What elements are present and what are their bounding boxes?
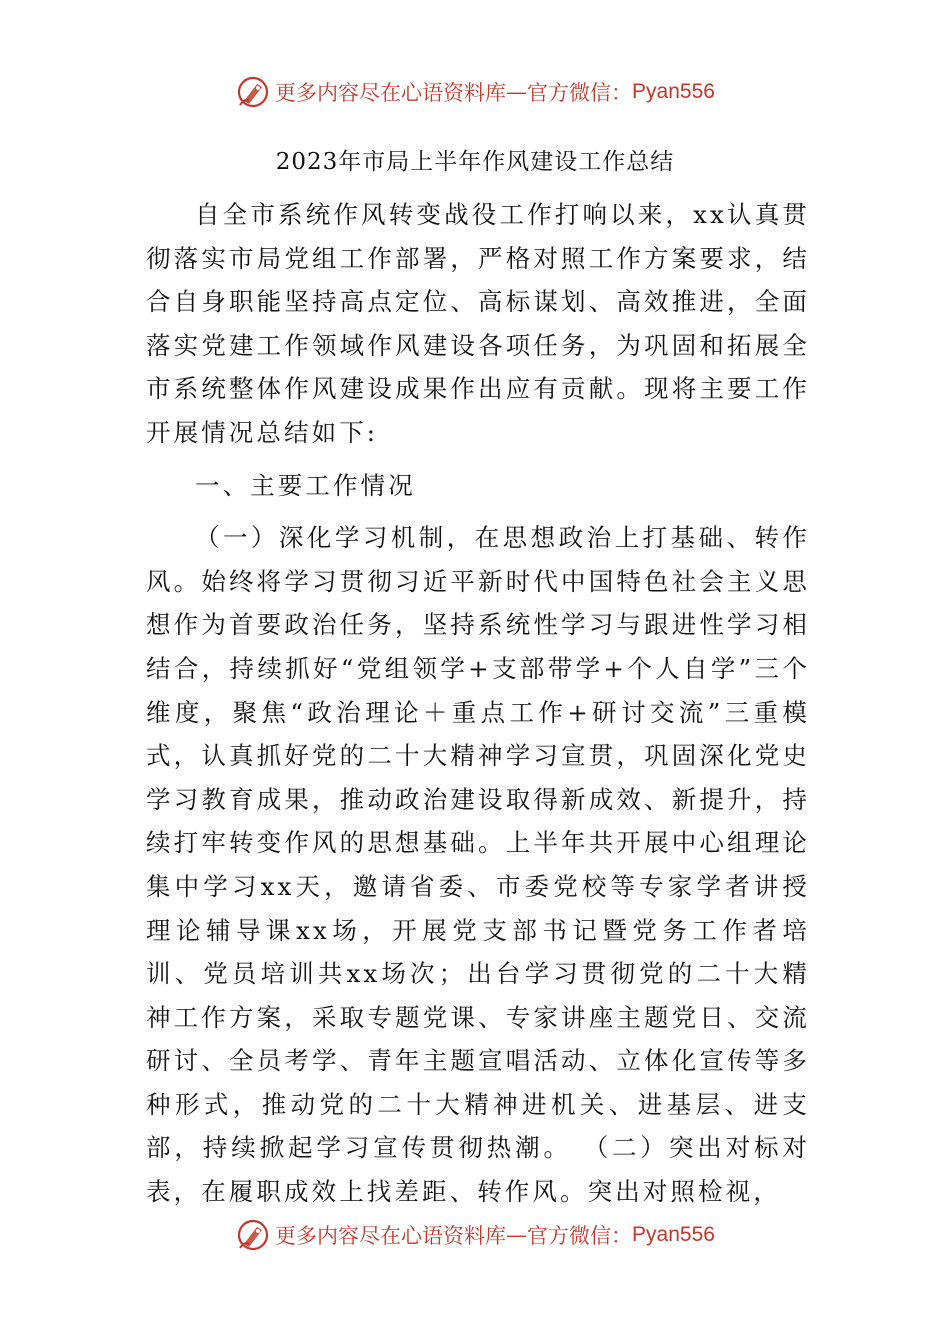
paragraph-section-1-item-1: （一）深化学习机制，在思想政治上打基础、转作风。始终将学习贯彻习近平新时代中国特色社会主义思想作为首要政治任务，坚持系统性学习与跟进性学习相结合，持续抓好“党组领学+支部带学+个人自学”三个维度，聚焦“政治理论＋重点工作+研讨交流”三重模式，认真抓好党的二十大精神学习宣贯，巩固深化党史学习教育成果，推动政治建设取得新成效、新提升，持续打牢转变作风的思想基础。上半年共开展中心组理论集中学习xx天，邀请省委、市委党校等专家学者讲授理论辅导课xx场，开展党支部书记暨党务工作者培训、党员培训共xx场次；出台学习贯彻党的二十大精神工作方案，采取专题党课、专家讲座主题党日、交流研讨、全员考学、青年主题宣唱活动、立体化宣传等多种形式，推动党的二十大精神进机关、进基层、进支部，持续掀起学习宣传贯彻热潮。 （二）突出对标对表，在履职成效上找差距、转作风。突出对照检视， <box>146 523 810 1207</box>
document-title: 2023年市局上半年作风建设工作总结 <box>275 149 675 175</box>
watermark-banner-bottom <box>0 1215 950 1255</box>
watermark-wechat-id: Pyan556 <box>632 1223 715 1246</box>
watermark-separator: — <box>506 1223 528 1247</box>
pen-nib-logo-icon <box>235 74 271 110</box>
watermark-wechat-label: 官方微信： <box>527 1224 633 1248</box>
watermark-site-text: 更多内容尽在心语资料库 <box>275 81 507 105</box>
paragraph-intro: 自全市系统作风转变战役工作打响以来，xx认真贯彻落实市局党组工作部署，严格对照工作方案要求，结合自身职能坚持高点定位、高标谋划、高效推进，全面落实党建工作领域作风建设各项任务，为巩固和拓展全市系统整体作风建设成果作出应有贡献。现将主要工作开展情况总结如下: <box>146 200 810 447</box>
watermark-wechat-id: Pyan556 <box>632 80 715 103</box>
document-body <box>146 193 810 1214</box>
watermark-site-text: 更多内容尽在心语资料库 <box>275 1224 507 1248</box>
watermark-banner-top <box>0 72 950 112</box>
watermark-separator: — <box>506 80 528 104</box>
section-heading-1: 一、主要工作情况 <box>195 470 416 500</box>
watermark-wechat-label: 官方微信： <box>527 81 633 105</box>
pen-nib-logo-icon <box>235 1217 271 1253</box>
